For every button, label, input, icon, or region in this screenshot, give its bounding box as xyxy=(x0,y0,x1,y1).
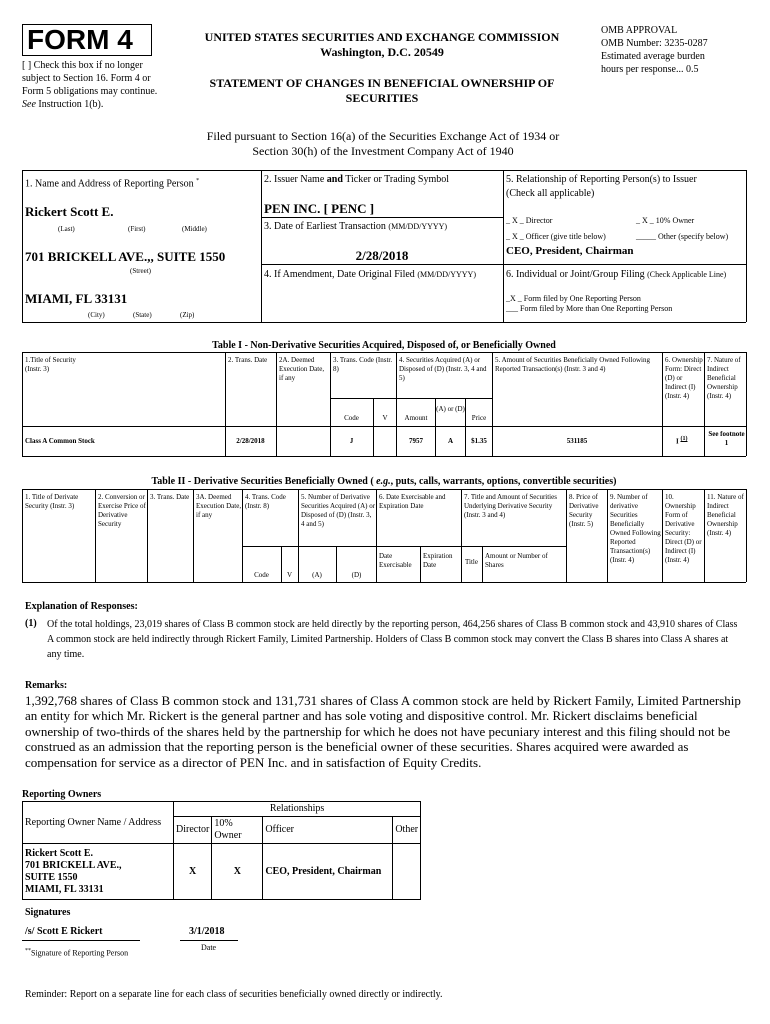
omb-approval xyxy=(601,24,761,76)
reporting-person-name: Rickert Scott E. xyxy=(25,204,114,219)
date-label: Date xyxy=(201,943,217,952)
t1-row-code: J xyxy=(349,437,354,445)
t1-h-date: 2. Trans. Date xyxy=(228,356,268,364)
reminder-text: Reminder: Report on a separate line for each class of securities beneficially owned directly or indirectly. xyxy=(25,989,443,1000)
footnote-number: (1) xyxy=(25,618,37,629)
statement-title: STATEMENT OF CHANGES IN BENEFICIAL OWNERSHIP OF SECURITIES xyxy=(209,76,555,105)
signatures-title: Signatures xyxy=(25,907,71,918)
officer-check[interactable]: _ X _ Officer (give title below) xyxy=(506,232,606,241)
state-label: (State) xyxy=(133,311,152,319)
t1-h-amount: Amount xyxy=(404,414,428,422)
t2-h-d: (D) xyxy=(351,571,362,579)
signature-label: **Signature of Reporting Person xyxy=(25,948,129,958)
t2-h-code-sub: Code xyxy=(254,571,269,579)
checkbox-see: See xyxy=(22,99,36,110)
t2-h-amount-shares: Amount or Number of Shares xyxy=(485,552,548,569)
officer-title: CEO, President, Chairman xyxy=(506,245,634,257)
t1-h-price: Price xyxy=(471,414,487,422)
t2-h-date-ex: Date Exercisable xyxy=(379,552,412,569)
filed-pursuant-2: Section 30(h) of the Investment Company Act of 1940 xyxy=(252,144,514,158)
omb-hours: hours per response... 0.5 xyxy=(601,64,699,75)
agency-name: UNITED STATES SECURITIES AND EXCHANGE COMMISSION xyxy=(204,30,560,44)
asterisk: * xyxy=(196,178,200,184)
footnote-ref[interactable]: (1) xyxy=(680,436,688,442)
t1-h-nature: 7. Nature of Indirect Beneficial Ownership (Instr. 4) xyxy=(707,356,741,400)
checkbox-instr: Instruction 1(b). xyxy=(38,99,104,110)
t2-h-expiration: Expiration Date xyxy=(423,552,453,569)
t1-h-aord: (A) or (D) xyxy=(436,405,465,413)
last-label: (Last) xyxy=(58,225,75,233)
agency-city: Washington, D.C. 20549 xyxy=(320,45,444,59)
first-label: (First) xyxy=(128,225,146,233)
earliest-transaction-date: 2/28/2018 xyxy=(355,248,409,263)
more-persons-check[interactable]: ___ Form filed by More than One Reporting Person xyxy=(506,304,673,313)
t2-h-owned: 9. Number of derivative Securities Beneficially Owned Following Reported Transaction(s) (Instr. 4) xyxy=(610,493,661,564)
street-label: (Street) xyxy=(130,267,151,275)
table2-title: Table II - Derivative Securities Beneficially Owned ( e.g., puts, calls, warrants, options, convertible securities) xyxy=(151,476,617,487)
t2-h-nature: 11. Nature of Indirect Beneficial Ownership (Instr. 4) xyxy=(707,493,744,537)
box5-label: 5. Relationship of Reporting Person(s) to Issuer xyxy=(506,174,697,185)
box6-label: 6. Individual or Joint/Group Filing (Check Applicable Line) xyxy=(506,269,727,280)
box2-label: 2. Issuer Name and Ticker or Trading Symbol xyxy=(264,174,450,185)
director-check[interactable]: _ X _ Director xyxy=(506,216,553,225)
t2-h-date: 3. Trans. Date xyxy=(150,493,190,501)
box1-label: 1. Name and Address of Reporting Person * xyxy=(25,178,200,190)
box3-label: 3. Date of Earliest Transaction (MM/DD/YYYY) xyxy=(264,221,448,232)
director-header: Director xyxy=(174,817,212,844)
t2-h-number: 5. Number of Derivative Securities Acquired (A) or Disposed of (D) (Instr. 3, 4 and 5) xyxy=(301,493,376,528)
omb-title: OMB APPROVAL xyxy=(601,25,678,36)
t1-row-form: I $^{(1)}$ xyxy=(676,436,688,446)
officer-header: Officer xyxy=(263,817,393,844)
signature-name: /s/ Scott E Rickert xyxy=(25,926,103,937)
t1-h-owned: 5. Amount of Securities Beneficially Owned Following Reported Transaction(s) (Instr. 3 and 4) xyxy=(495,356,650,373)
t2-h-exercisable: 6. Date Exercisable and Expiration Date xyxy=(379,493,446,510)
middle-label: (Middle) xyxy=(182,225,207,233)
owner-other-value xyxy=(393,844,421,900)
remarks-title: Remarks: xyxy=(25,680,68,691)
t2-h-price: 8. Price of Derivative Security (Instr. 5) xyxy=(569,493,599,528)
t1-h-form: 6. Ownership Form: Direct (D) or Indirect (I) (Instr. 4) xyxy=(665,356,703,400)
reporting-owners-table xyxy=(22,801,421,900)
t2-h-form: 10. Ownership Form of Derivative Security: Direct (D) or Indirect (I) (Instr. 4) xyxy=(665,493,702,564)
other-header: Other xyxy=(393,817,421,844)
t1-row-security: Class A Common Stock xyxy=(25,437,95,445)
t1-row-date: 2/28/2018 xyxy=(236,437,265,445)
reporting-owners-title: Reporting Owners xyxy=(22,789,102,800)
zip-label: (Zip) xyxy=(180,311,195,319)
owner-10pct-value: X xyxy=(212,844,263,900)
t2-h-title: 1. Title of Derivate Security (Instr. 3) xyxy=(25,493,79,510)
one-person-check[interactable]: _X _ Form filed by One Reporting Person xyxy=(506,294,641,303)
signature-date: 3/1/2018 xyxy=(189,926,225,937)
owner-officer-value: CEO, President, Chairman xyxy=(263,844,393,900)
owner10-header: 10% Owner xyxy=(212,817,263,844)
t2-h-conversion: 2. Conversion or Exercise Price of Derivative Security xyxy=(98,493,146,528)
owner-name-header: Reporting Owner Name / Address xyxy=(23,802,174,844)
t2-h-title-sub: Title xyxy=(465,558,478,566)
filed-pursuant-1: Filed pursuant to Section 16(a) of the Securities Exchange Act of 1934 or xyxy=(206,129,560,143)
remarks-text: 1,392,768 shares of Class B common stock and 131,731 shares of Class A common stock are held by Rickert Family, Limited Partnership an entity for which Mr. Rickert is the general partner and has sole voting and dispositive control. Mr. Rickert disclaims beneficial ownership of two-thirds of the shares held by the partnership for which he does not have pecuniary interest and this filing should not be construed as an admission that the reporting person is the beneficial owner of these securities. Shares acquired were awarded as compensation for service as a director of PEN Inc. and in satisfaction of Equity Credits. xyxy=(25,693,741,770)
owner-director-value: X xyxy=(174,844,212,900)
t1-row-nature: See footnote 1 xyxy=(708,430,745,447)
relationships-header: Relationships xyxy=(174,802,421,817)
city-state-zip: MIAMI, FL 33131 xyxy=(25,291,128,306)
t1-h-acquired: 4. Securities Acquired (A) or Disposed of (D) (Instr. 3, 4 and 5) xyxy=(399,356,487,382)
t1-row-amount: 7957 xyxy=(409,437,423,445)
street-address: 701 BRICKELL AVE.,, SUITE 1550 xyxy=(25,249,226,264)
checkbox-notice[interactable] xyxy=(22,59,172,111)
footnote-text: Of the total holdings, 23,019 shares of Class B common stock are held directly by the reporting person, 464,256 shares of Class B common stock and 43,910 shares of Class A common stock are held indirectly through Rickert Family, Limited Partnership. Holders of Class B common stock may convert the Class B shares into Class A shares at any time. xyxy=(47,619,738,660)
t1-row-aord: A xyxy=(447,437,454,445)
box4-label: 4. If Amendment, Date Original Filed (MM/DD/YYYY) xyxy=(264,269,476,280)
owner-name-address: Rickert Scott E. 701 BRICKELL AVE., SUITE 1550 MIAMI, FL 33131 xyxy=(23,844,174,900)
t1-h-deemed: 2A. Deemed Execution Date, if any xyxy=(279,356,325,382)
omb-burden: Estimated average burden xyxy=(601,51,705,62)
t2-h-underlying: 7. Title and Amount of Securities Underlying Derivative Security (Instr. 3 and 4) xyxy=(464,493,557,519)
omb-number: OMB Number: 3235-0287 xyxy=(601,38,708,49)
box5-sub: (Check all applicable) xyxy=(506,188,595,199)
checkbox-text: [ ] Check this box if no longer subject to Section 16. Form 4 or Form 5 obligations may continue. xyxy=(22,60,158,97)
issuer-name: PEN INC. [ PENC ] xyxy=(264,201,375,216)
t1-h-v: V xyxy=(382,414,388,422)
t2-h-deemed: 3A. Deemed Execution Date, if any xyxy=(196,493,242,519)
table1-title: Table I - Non-Derivative Securities Acquired, Disposed of, or Beneficially Owned xyxy=(212,340,556,351)
other-check[interactable]: _____ Other (specify below) xyxy=(636,232,729,241)
t1-h-code-sub: Code xyxy=(344,414,359,422)
t2-h-code: 4. Trans. Code (Instr. 8) xyxy=(245,493,286,510)
form-title: FORM 4 xyxy=(22,24,152,56)
explanation-title: Explanation of Responses: xyxy=(25,601,138,612)
t1-h-title: 1.Title of Security (Instr. 3) xyxy=(25,356,76,373)
owner10-check[interactable]: _ X _ 10% Owner xyxy=(636,216,695,225)
t1-row-price: $1.35 xyxy=(471,437,487,445)
t1-h-code: 3. Trans. Code (Instr. 8) xyxy=(333,356,393,373)
t2-h-v: V xyxy=(286,571,293,579)
city-label: (City) xyxy=(88,311,105,319)
t1-row-owned: 531185 xyxy=(566,437,588,445)
t2-h-a: (A) xyxy=(312,571,322,579)
